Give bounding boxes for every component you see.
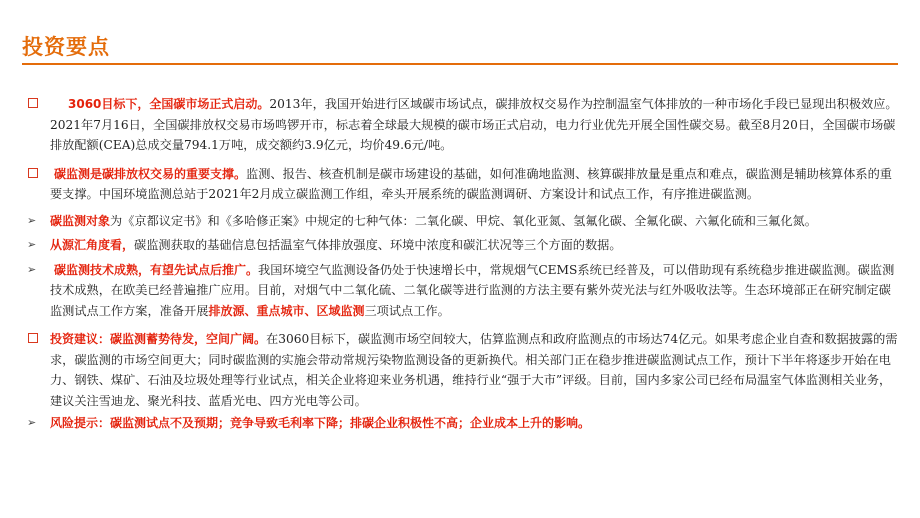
key-point-highlight: 碳监测技术成熟，有望先试点后推广。 <box>54 262 259 277</box>
key-point-text: 2013年，我国开始进行区域碳市场试点，碳排放权交易作为控制温室气体排放的一种市场化手段已显现出积极效应。2021年7月16日，全国碳排放权交易市场鸣锣开市，标志着全球最大规模的碳市场正式启动，电力行业优先开展全国性碳交易。截至8月20日，全国碳市场碳排放配额(CEA)总成交量794.1万吨，成交额约3.9亿元，均价49.6元/吨。 <box>50 97 898 152</box>
key-point-source-sink <box>26 235 900 256</box>
key-point-highlight: 3060目标下，全国碳市场正式启动。 <box>68 97 270 111</box>
arrow-bullet-icon: ➢ <box>27 416 37 429</box>
square-bullet-icon <box>28 168 38 178</box>
arrow-bullet-icon: ➢ <box>27 213 37 227</box>
key-point-text: 碳监测获取的基础信息包括温室气体排放强度、环境中浓度和碳汇状况等三个方面的数据。 <box>134 238 622 252</box>
key-points-list <box>26 94 900 434</box>
key-point-text: 监测、报告、核查机制是碳市场建设的基础，如何准确地监测、核算碳排放量是重点和难点，碳监测是辅助核算体系的重要支撑。中国环境监测总站于2021年2月成立碳监测工作组，牵头开展系统的碳监测调研、方案设计和试点工作，有序推进碳监测。 <box>50 166 892 201</box>
key-point-highlight: 碳监测是碳排放权交易的重要支撑。 <box>54 166 247 181</box>
key-point-highlight: 风险提示：碳监测试点不及预期；竞争导致毛利率下降；排碳企业积极性不高；企业成本上升的影响。 <box>50 416 591 430</box>
key-point-risk <box>26 413 900 434</box>
square-bullet-icon <box>28 333 38 343</box>
key-point-highlight: 投资建议：碳监测蓄势待发，空间广阔。 <box>50 332 267 346</box>
key-point-text: 在3060目标下，碳监测市场空间较大，估算监测点和政府监测点的市场达74亿元。如果考虑企业自查和数据披露的需求，碳监测的市场空间更大；同时碳监测的实施会带动常规污染物监测设备的更新换代。相关部门正在稳步推进碳监测试点工作，预计下半年将逐步开始在电力、钢铁、煤矿、石油及垃圾处理等行业试点，相关企业将迎来业务机遇，维持行业“强于大市”评级。目前，国内多家公司已经布局温室气体监测相关业务，建议关注雪迪龙、聚光科技、蓝盾光电、四方光电等公司。 <box>50 332 898 408</box>
key-point-carbon-market <box>26 94 900 156</box>
square-bullet-icon <box>28 98 38 108</box>
key-point-monitoring-support <box>26 164 900 205</box>
key-point-text: 我国环境空气监测设备仍处于快速增长中，常规烟气CEMS系统已经普及，可以借助现有系统稳步推进碳监测。碳监测技术成熟，在欧美已经普遍推广应用。目前，对烟气中二氧化硫、二氧化碳等进行监测的方法主要有紫外荧光法与红外吸收法等。生态环境部正在研究制定碳监测试点工作方案，准备开展 <box>50 262 895 318</box>
key-point-text: 为《京都议定书》和《多哈修正案》中规定的七种气体：二氧化碳、甲烷、氧化亚氮、氢氟化碳、全氟化碳、六氟化硫和三氟化氮。 <box>110 213 817 228</box>
key-point-highlight: 从源汇角度看， <box>50 238 135 252</box>
key-point-technology <box>26 260 900 322</box>
key-point-monitoring-targets <box>26 211 900 232</box>
key-point-tail-highlight: 排放源、重点城市、区域监测 <box>208 303 365 318</box>
title-underline <box>22 63 898 65</box>
page-title: 投资要点 <box>22 35 110 59</box>
arrow-bullet-icon: ➢ <box>27 238 37 251</box>
key-point-investment <box>26 329 900 411</box>
key-point-tail-text: 三项试点工作。 <box>364 303 450 318</box>
arrow-bullet-icon: ➢ <box>27 262 37 276</box>
key-point-highlight: 碳监测对象 <box>50 213 111 228</box>
